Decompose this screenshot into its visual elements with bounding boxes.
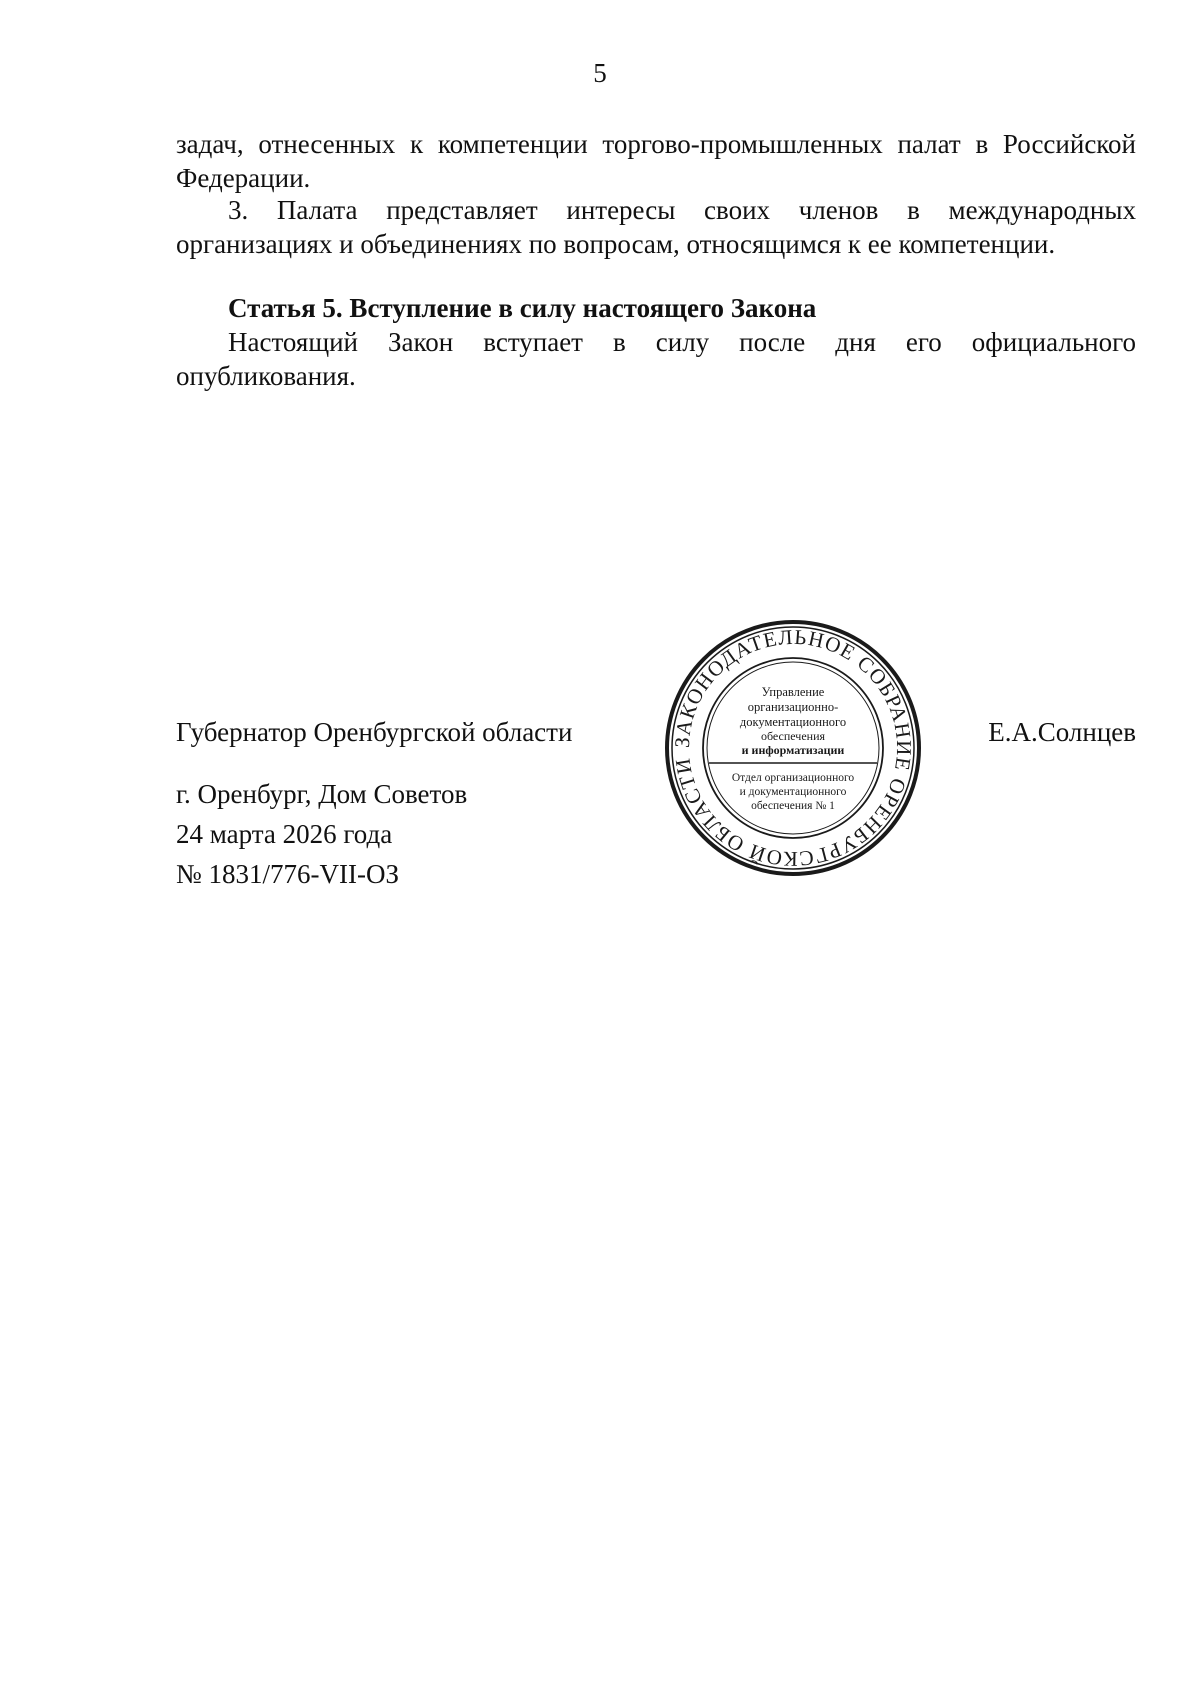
- seal-bottom-line: обеспечения № 1: [751, 800, 835, 812]
- paragraph-continuation: [176, 127, 1136, 195]
- document-number: № 1831/776-VII-ОЗ: [176, 859, 400, 889]
- official-seal: [663, 618, 923, 878]
- page-number: 5: [593, 58, 607, 88]
- seal-inner-line: документационного: [739, 715, 847, 729]
- paragraph-text: Настоящий Закон вступает в силу после дня его официального опубликования.: [176, 327, 1136, 391]
- seal-inner-line: организационно-: [747, 700, 839, 714]
- seal-bottom-line: и документационного: [739, 786, 847, 798]
- seal-outer-text: ЗАКОНОДАТЕЛЬНОЕ СОБРАНИЕ ОРЕНБУРГСКОЙ ОБЛАСТИ: [669, 624, 917, 872]
- paragraph-item-3: [176, 193, 1136, 261]
- seal-inner-line: обеспечения: [760, 729, 826, 743]
- article-5-heading: Статья 5. Вступление в силу настоящего Закона: [228, 293, 817, 323]
- signatory-name: Е.А.Солнцев: [988, 717, 1136, 747]
- article-5-body: [176, 325, 1136, 393]
- place-address: г. Оренбург, Дом Советов: [176, 779, 468, 809]
- paragraph-text: задач, отнесенных к компетенции торгово-промышленных палат в Российской Федерации.: [176, 129, 1136, 193]
- seal-inner-line: и информатизации: [741, 743, 845, 757]
- document-date: 24 марта 2026 года: [176, 819, 393, 849]
- paragraph-text: 3. Палата представляет интересы своих членов в международных организациях и объединениях по вопросам, относящимся к ее компетенции.: [176, 195, 1136, 259]
- signatory-position: Губернатор Оренбургской области: [176, 717, 573, 747]
- document-details: [176, 774, 467, 894]
- seal-bottom-line: Отдел организационного: [731, 772, 855, 784]
- seal-inner-line: Управление: [761, 685, 825, 699]
- seal-graphic: [663, 618, 923, 878]
